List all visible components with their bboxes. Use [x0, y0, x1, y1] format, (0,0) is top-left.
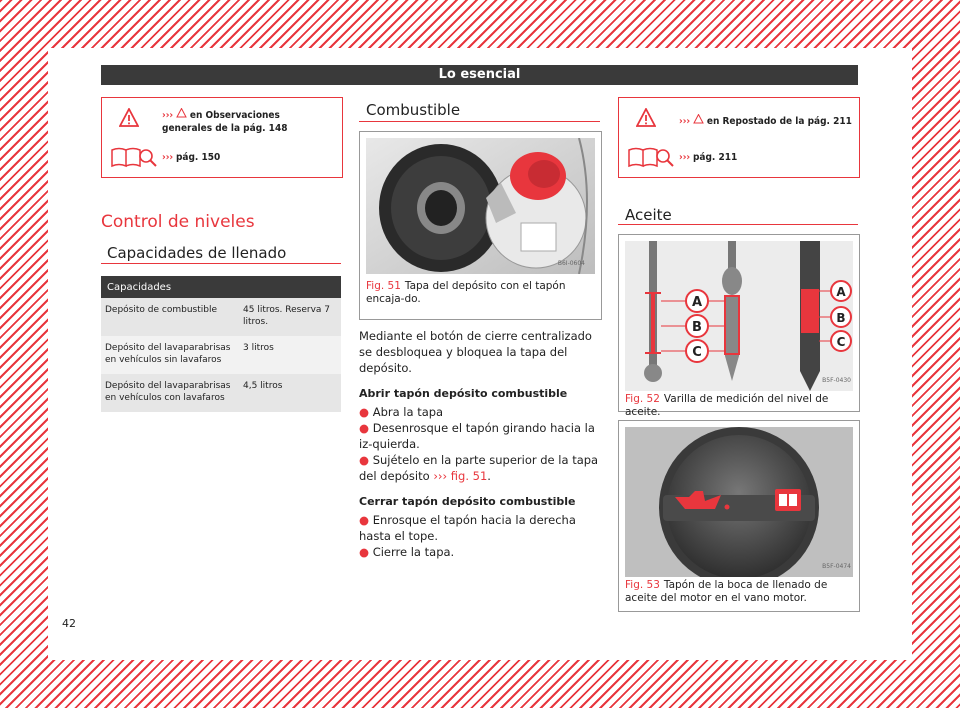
figure-52-caption: Fig. 52 Varilla de medición del nivel de aceite. [625, 393, 829, 418]
page-header: Lo esencial [101, 65, 858, 85]
svg-text:C: C [836, 335, 846, 349]
figure-53-caption: Fig. 53 Tapón de la boca de llenado de aceite del motor en el vano motor. [625, 579, 828, 604]
oil-cap-image [625, 427, 853, 577]
close-heading: Cerrar tapón depósito combustible [359, 495, 576, 508]
svg-text:A: A [691, 295, 703, 310]
label-a-marker [686, 290, 708, 312]
open-heading: Abrir tapón depósito combustible [359, 387, 568, 400]
list-item: ● Desenrosque el tapón girando hacia la iz-quierda. [359, 421, 595, 451]
warning-icon [119, 108, 139, 132]
svg-text:C: C [692, 345, 702, 360]
page-number: 42 [62, 617, 76, 630]
section-title-control: Control de niveles [101, 212, 255, 232]
list-item: ● Sujételo en la parte superior de la tapa del depósito ››› fig. 51. [359, 453, 599, 483]
combustible-intro: Mediante el botón de cierre centralizado se desbloquea y bloquea la tapa del depósito. [359, 329, 592, 375]
fuel-cap-image [366, 138, 595, 274]
small-warning-icon [693, 114, 704, 124]
book-magnifier-icon [110, 146, 158, 172]
section-title-aceite: Aceite [625, 206, 672, 224]
combustible-underline [359, 121, 600, 122]
list-item: ● Enrosque el tapón hacia la derecha hasta el tope. [359, 513, 576, 543]
table-row: Depósito del lavaparabrisas en vehículos sin lavafaros 3 litros [101, 336, 341, 374]
capacities-table [101, 276, 341, 412]
table-row: Depósito del lavaparabrisas en vehículos con lavafaros 4,5 litros [101, 374, 341, 412]
figure-52 [618, 234, 860, 418]
figure-53 [618, 420, 860, 612]
figure-51-caption: Fig. 51 Tapa del depósito con el tapón encaja-do. [366, 280, 566, 305]
label-a-marker-right [831, 281, 851, 301]
left-reference-box [101, 97, 343, 178]
label-c-marker-right [831, 331, 851, 351]
subtitle-underline [101, 263, 341, 264]
label-c-marker [686, 340, 708, 362]
label-b-marker [686, 315, 708, 337]
figure-53-code: B5F-0474 [822, 563, 851, 570]
svg-text:B: B [836, 311, 846, 325]
dipstick-image [625, 241, 853, 391]
warning-icon [636, 108, 656, 132]
right-reference-box [618, 97, 860, 178]
combustible-text [359, 328, 601, 560]
section-subtitle-capacidades: Capacidades de llenado [107, 244, 287, 262]
manual-icon [775, 489, 801, 511]
section-title-combustible: Combustible [366, 101, 461, 119]
left-page-ref[interactable]: ››› pág. 150 [162, 152, 221, 163]
svg-text:A: A [836, 285, 846, 299]
table-row: Depósito de combustible 45 litros. Reserva 7 litros. [101, 298, 341, 336]
capacities-table-header: Capacidades [101, 276, 341, 298]
label-b-marker-right [831, 307, 851, 327]
aceite-underline [618, 224, 858, 225]
figure-51-code: B6I-0604 [557, 260, 585, 267]
figure-52-code: B5F-0430 [822, 377, 851, 384]
right-warning-ref[interactable]: ››› en Repostado de la pág. 211 [679, 116, 852, 127]
fig-51-link[interactable]: ››› fig. 51 [433, 469, 488, 483]
book-magnifier-icon [627, 146, 675, 172]
small-warning-icon [176, 108, 187, 118]
figure-51 [359, 131, 602, 320]
right-page-ref[interactable]: ››› pág. 211 [679, 152, 738, 163]
list-item: ● Abra la tapa [359, 405, 444, 419]
list-item: ● Cierre la tapa. [359, 545, 455, 559]
left-warning-ref[interactable]: ››› en Observaciones generales de la pág. 148 [162, 110, 288, 134]
svg-text:B: B [692, 320, 702, 335]
